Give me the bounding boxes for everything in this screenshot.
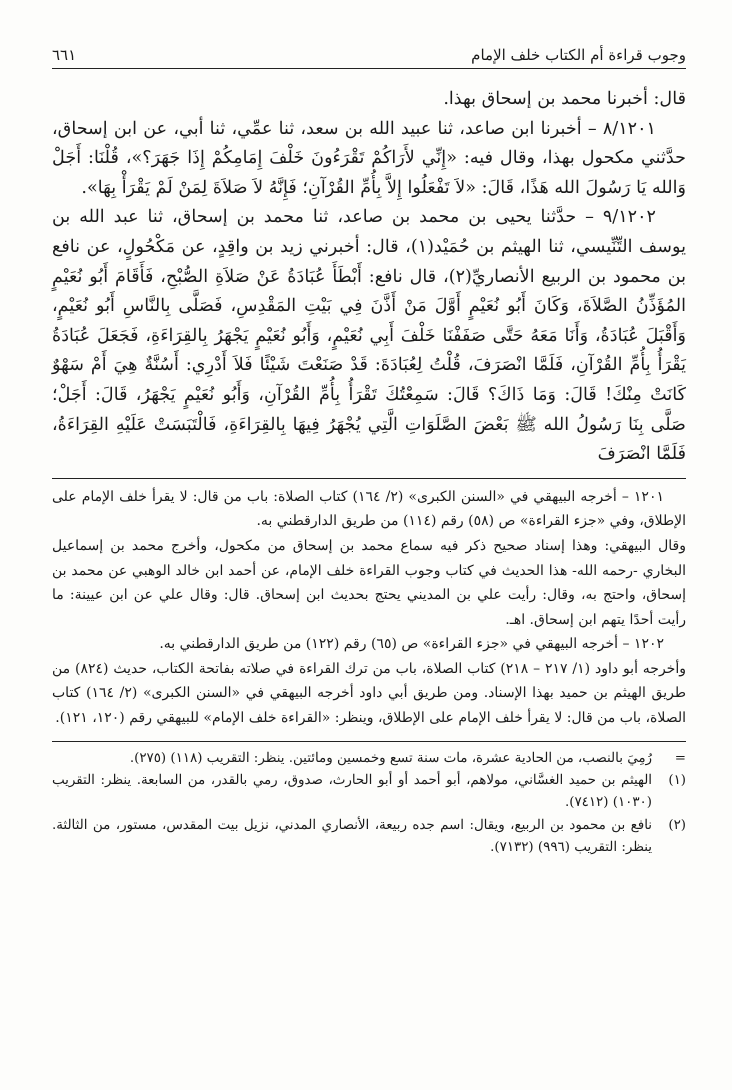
running-title: وجوب قراءة أم الكتاب خلف الإمام <box>471 46 686 64</box>
note-1201: ١٢٠١ – أخرجه البيهقي في «السنن الكبرى» (٢/ ١٦٤) كتاب الصلاة: باب من قال: لا يقرأ خلف الإمام على الإطلاق، وفي «جزء القراءة» ص (٥٨) رقم (١١٤) من طريق الدارقطني به. <box>52 488 686 530</box>
note-1201-comment: وقال البيهقي: وهذا إسناد صحيح ذكر فيه سماع محمد بن إسحاق من مكحول، وأخرج محمد بن إسماعيل البخاري -رحمه الله- هذا الحديث في كتاب وجوب القراءة خلف الإمام، عن أحمد ابن خالد الوهبي عن محمد بن إسحاق، واحتج به، وقال: رأيت علي بن المديني يحتج بحديث ابن إسحاق. قال: وقال علي عن ابن عيينة: ما رأيت أحدًا يتهم ابن إسحاق. اهـ. <box>52 537 686 628</box>
footnote-2-text: نافع بن محمود بن الربيع، ويقال: اسم جده ربيعة، الأنصاري المدني، نزيل بيت المقدس، مستور، من الثالثة. ينظر: التقريب (٩٩٦) (٧١٣٢). <box>52 817 652 856</box>
running-header <box>52 38 686 69</box>
footnote-1 <box>52 770 686 815</box>
continuation-mark: = <box>674 750 686 766</box>
hadith-1201: ٨/١٢٠١ – أخبرنا ابن صاعد، ثنا عبيد الله بن سعد، ثنا عمِّي، ثنا أبي، عن ابن إسحاق، حدَّثني مكحول بهذا، وقال فيه: «إِنِّي لأَرَاكُمْ تَقْرَءُونَ خَلْفَ إِمَامِكُمْ إِذَا جَهَرَ؟»، قُلْنَا: أَجَلْ وَالله يَا رَسُولَ الله هَذًا، قَالَ: «لاَ تَفْعَلُوا إِلاَّ بِأُمِّ القُرْآنِ؛ فَإِنَّهُ لاَ صَلاَةَ لِمَنْ لَمْ يَقْرَأْ بِهَا». <box>52 118 686 198</box>
footnote-1-mark: (١) <box>668 773 686 789</box>
narrator-footnotes <box>52 741 686 860</box>
continuation-text: رُمِيَ بالنصب، من الحادية عشرة، مات سنة تسع وخمسين ومائتين. ينظر: التقريب (١١٨) (٢٧٥). <box>129 750 652 766</box>
footnote-2 <box>52 815 686 860</box>
footnote-1-text: الهيثم بن حميد الغسَّاني، مولاهم، أبو أحمد أو أبو الحارث، صدوق، رمي بالقدر، من السابعة. ينظر: التقريب (١٠٣٠) (٧٤١٢). <box>52 773 652 811</box>
paragraph-intro: قال: أخبرنا محمد بن إسحاق بهذا. <box>443 89 686 109</box>
page-number: ٦٦١ <box>52 46 77 64</box>
hadith-1202: ٩/١٢٠٢ – حدَّثنا يحيى بن محمد بن صاعد، ثنا محمد بن إسحاق، ثنا عبد الله بن يوسف التِّنِّيسي، ثنا الهيثم بن حُمَيْد(١)، قال: أخبرني زيد بن واقِدٍ، عن مَكْحُولٍ، عن نافع بن محمود بن الربيع الأنصاريِّ(٢)، قال نافع: أَبْطَأَ عُبَادَةُ عَنْ صَلاَةِ الصُّبْحِ، فَأَقَامَ أَبُو نُعَيْمٍ المُؤَذِّنُ الصَّلاَةَ، وَكَانَ أَبُو نُعَيْمٍ أَوَّلَ مَنْ أَذَّنَ فِي بَيْتِ المَقْدِسِ، فَصَلَّى بِالنَّاسِ أَبُو نُعَيْمٍ، وَأَقْبَلَ عُبَادَةُ، وَأَنَا مَعَهُ حَتَّى صَفَفْنَا خَلْفَ أَبِي نُعَيْمٍ، وَأَبُو نُعَيْمٍ يَجْهَرُ بِالقِرَاءَةِ، فَجَعَلَ عُبَادَةُ يَقْرَأُ بِأُمِّ القُرْآنِ، فَلَمَّا انْصَرَفَ، قُلْتُ لِعُبَادَةَ: قَدْ صَنَعْتَ شَيْئًا فَلاَ أَدْرِي: أَسُنَّةٌ هِيَ أَمْ سَهْوٌ كَانَتْ مِنْكَ! قَالَ: وَمَا ذَاكَ؟ قَالَ: سَمِعْتُكَ تَقْرَأُ بِأُمِّ القُرْآنِ، وَأَبُو نُعَيْمٍ يَجْهَرُ، قَالَ: أَجَلْ؛ صَلَّى بِنَا رَسُولُ الله ﷺ بَعْضَ الصَّلَوَاتِ الَّتِي يُجْهَرُ فِيهَا بِالقِرَاءَةِ، فَالْتَبَسَتْ عَلَيْهِ القِرَاءَةُ، فَلَمَّا انْصَرَفَ <box>52 207 687 465</box>
footnote-2-mark: (٢) <box>668 817 686 833</box>
footnote-continuation <box>52 748 686 770</box>
main-text <box>52 85 686 470</box>
note-1202-more: وأخرجه أبو داود (١/ ٢١٧ – ٢١٨) كتاب الصلاة، باب من ترك القراءة في صلاته بفاتحة الكتاب، حديث (٨٢٤) من طريق الهيثم بن حميد بهذا الإسناد. ومن طريق أبي داود أخرجه البيهقي في «السنن الكبرى» (٢/ ١٦٤) كتاب الصلاة، باب من قال: لا يقرأ خلف الإمام على الإطلاق، وينظر: «القراءة خلف الإمام» للبيهقي رقم (١٢٠، ١٢١). <box>52 660 686 727</box>
takhrij-notes <box>52 478 686 731</box>
page <box>52 38 686 860</box>
note-1202: ١٢٠٢ – أخرجه البيهقي في «جزء القراءة» ص (٦٥) رقم (١٢٢) من طريق الدارقطني به. <box>159 636 664 653</box>
